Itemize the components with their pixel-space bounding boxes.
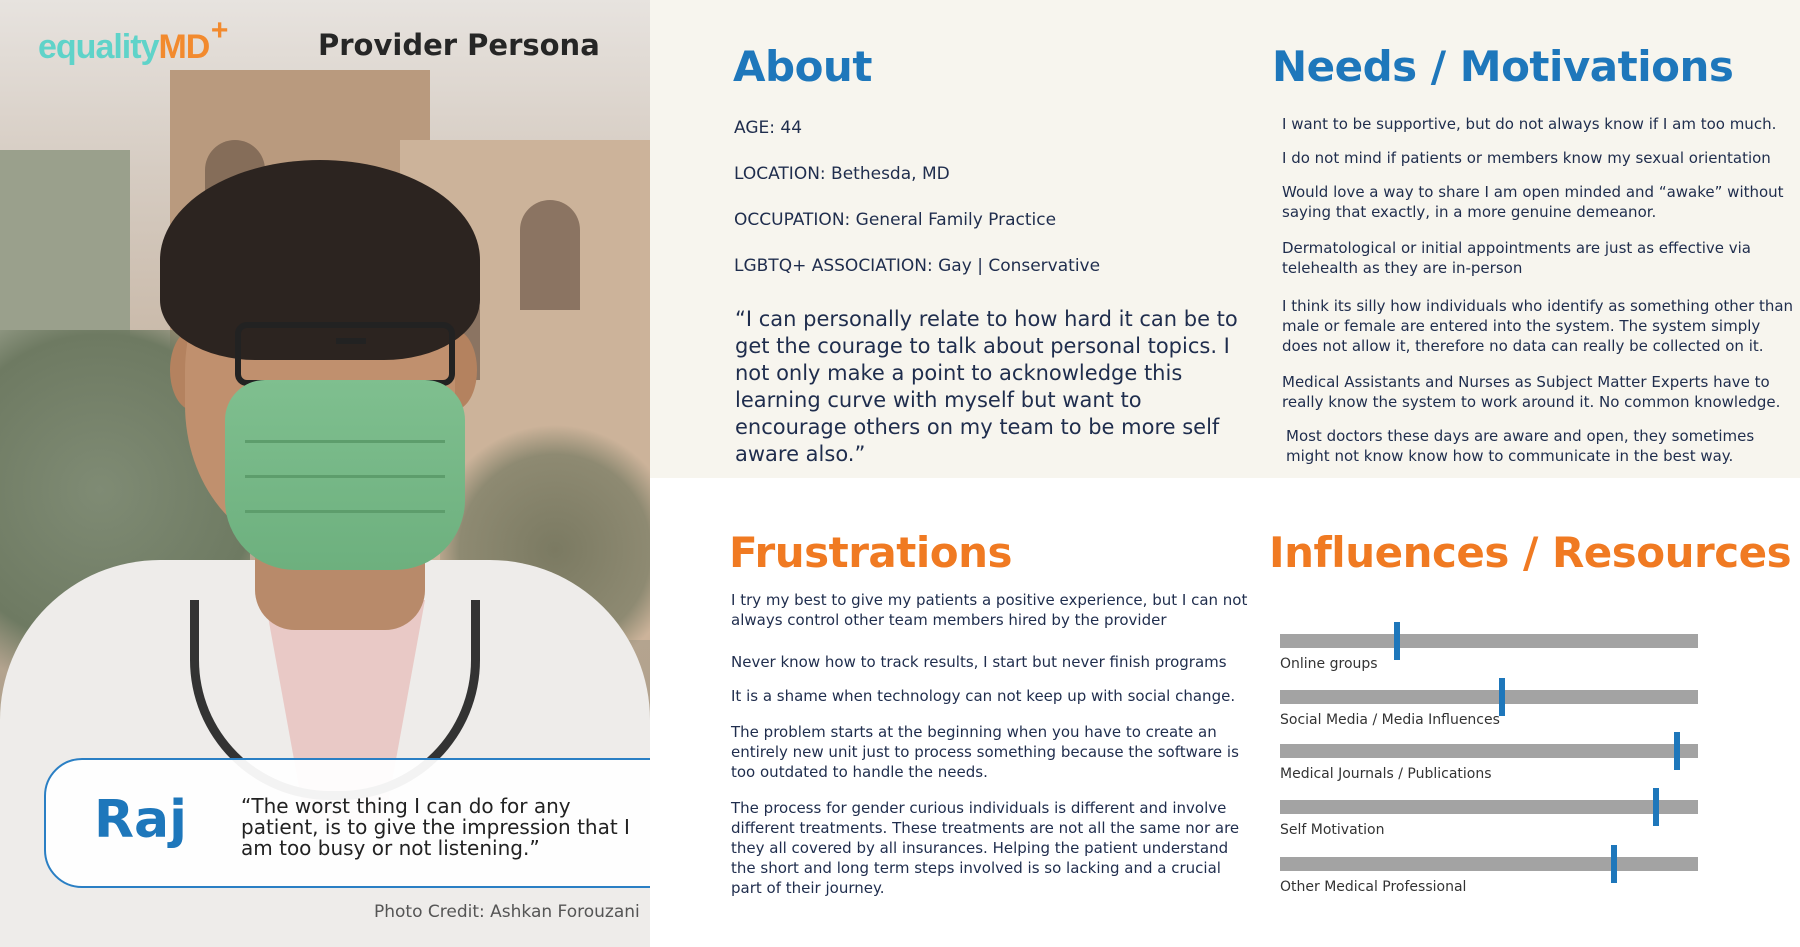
influence-row [1280,744,1698,790]
building-window [520,200,580,310]
influence-label: Medical Journals / Publications [1280,766,1492,782]
influence-level-marker [1394,622,1400,660]
influence-bar [1280,634,1698,648]
influence-row [1280,857,1698,903]
about-quote: “I can personally relate to how hard it can be to get the courage to talk about personal topics. I not only make a point to acknowledge this learning curve with myself but want to encourage others on my team to be more self aware also.” [735,307,1238,466]
need-item: I think its silly how individuals who identify as something other than male or female are entered into the system. The system simply does not allow it, therefore no data can really be collected on it. [1282,297,1794,355]
frustration-item: The process for gender curious individuals is different and involve different treatments. These treatments are not all the same nor are they all covered by all insurances. Helping the patient understand the short and long term steps involved is so lacking and a crucial part of their journey. [731,799,1240,897]
frustration-item: It is a shame when technology can not keep up with social change. [731,687,1236,705]
influence-level-marker [1653,788,1659,826]
logo-text: equality [38,28,159,66]
persona-quote: “The worst thing I can do for any patient, is to give the impression that I am too busy or not listening.” [241,794,630,860]
influence-level-marker [1674,732,1680,770]
influence-bar [1280,857,1698,871]
influence-level-marker [1499,678,1505,716]
about-heading: About [733,42,872,91]
need-item: Medical Assistants and Nurses as Subject Matter Experts have to really know the system to work around it. No common knowledge. [1282,373,1781,411]
frustrations-heading: Frustrations [729,528,1012,577]
about-location: LOCATION: Bethesda, MD [734,164,950,184]
needs-heading: Needs / Motivations [1272,42,1734,91]
need-item: Most doctors these days are aware and open, they sometimes might not know know how to communicate in the best way. [1286,427,1755,465]
frustration-item: Never know how to track results, I start but never finish programs [731,653,1227,671]
page-title: Provider Persona [318,28,600,62]
need-item: Dermatological or initial appointments are just as effective via telehealth as they are in-person [1282,239,1751,277]
influence-row [1280,690,1698,736]
persona-quote-card [44,758,684,888]
influence-bar [1280,690,1698,704]
equalitymd-logo [38,14,228,67]
logo-md: MD [158,28,210,66]
influence-level-marker [1611,845,1617,883]
about-occupation: OCCUPATION: General Family Practice [734,210,1057,230]
glasses-icon [235,322,455,386]
influence-row [1280,634,1698,680]
face-mask-icon [225,380,465,570]
plus-icon: + [210,14,228,47]
influence-label: Self Motivation [1280,822,1385,838]
influence-row [1280,800,1698,846]
need-item: I want to be supportive, but do not always know if I am too much. [1282,115,1777,133]
about-age: AGE: 44 [734,118,803,138]
frustration-item: The problem starts at the beginning when you have to create an entirely new unit just to process something because the software is too outdated to handle the needs. [731,723,1239,781]
influences-heading: Influences / Resources [1269,528,1792,577]
influence-label: Social Media / Media Influences [1280,712,1500,728]
influence-label: Other Medical Professional [1280,879,1467,895]
about-lgbtq-association: LGBTQ+ ASSOCIATION: Gay | Conservative [734,256,1101,276]
need-item: I do not mind if patients or members know my sexual orientation [1282,149,1771,167]
frustration-item: I try my best to give my patients a positive experience, but I can not always control other team members hired by the provider [731,591,1248,629]
influence-label: Online groups [1280,656,1378,672]
need-item: Would love a way to share I am open minded and “awake” without saying that exactly, in a more genuine demeanor. [1282,183,1784,221]
influence-bar [1280,744,1698,758]
persona-name: Raj [94,790,187,850]
photo-credit: Photo Credit: Ashkan Forouzani [374,902,640,922]
influence-bar [1280,800,1698,814]
